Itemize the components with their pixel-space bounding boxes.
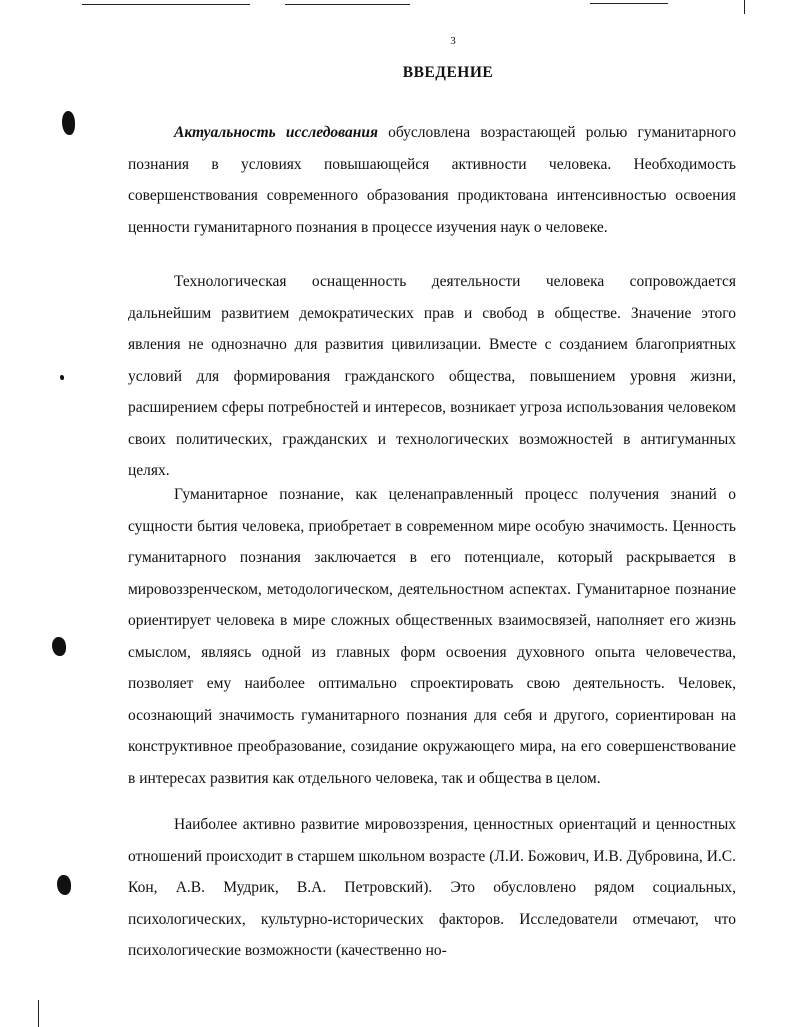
paragraph-3 [128,479,736,794]
paragraph-4 [128,809,736,967]
punch-mark-small [60,375,64,380]
scan-artifact-bottom-left [38,1000,39,1027]
paragraph-1-text: обусловлена возрастающей ролью гуманитарного познания в условиях повышающейся активности человека. Необходимость совершенствования современного образования продиктована интенсивностью освоения ценности гуманитарного познания в процессе изучения наук о человеке. [128,124,736,236]
punch-hole-2 [52,637,66,656]
scan-artifact-top-middle [285,4,410,5]
page-number: 3 [450,35,456,47]
punch-hole-3 [57,875,71,895]
emphasis-lead: Актуальность исследования [174,124,378,141]
punch-hole-1 [62,111,75,135]
paragraph-1 [128,117,736,243]
page-title: ВВЕДЕНИЕ [402,64,494,81]
scan-artifact-top-right [590,3,668,4]
scan-artifact-right-edge [744,0,745,14]
scan-artifact-top-left [82,4,250,5]
paragraph-3-text: Гуманитарное познание, как целенаправленный процесс получения знаний о сущности бытия человека, приобретает в современном мире особую значимость. Ценность гуманитарного познания заключается в его потенциале, который раскрывается в мировоззренческом, методологическом, деятельностном аспектах. Гуманитарное познание ориентирует человека в мире сложных общественных взаимосвязей, наполняет его жизнь смыслом, являясь одной из главных форм освоения духовного опыта человечества, позволяет ему наиболее оптимально спроектировать свою деятельность. Человек, осознающий значимость гуманитарного познания для себя и другого, сориентирован на конструктивное преобразование, созидание окружающего мира, на его совершенствование в интересах развития как отдельного человека, так и общества в целом. [128,486,736,787]
paragraph-4-text: Наиболее активно развитие мировоззрения, ценностных ориентаций и ценностных отношений происходит в старшем школьном возрасте (Л.И. Божович, И.В. Дубровина, И.С. Кон, А.В. Мудрик, В.А. Петровский). Это обусловлено рядом социальных, психологических, культурно-исторических факторов. Исследователи отмечают, что психологические возможности (качественно но- [128,816,736,959]
paragraph-2 [128,266,736,487]
paragraph-2-text: Технологическая оснащенность деятельности человека сопровождается дальнейшим развитием демократических прав и свобод в обществе. Значение этого явления не однозначно для развития цивилизации. Вместе с созданием благоприятных условий для формирования гражданского общества, повышением уровня жизни, расширением сферы потребностей и интересов, возникает угроза использования человеком своих политических, гражданских и технологических возможностей в антигуманных целях. [128,273,736,479]
